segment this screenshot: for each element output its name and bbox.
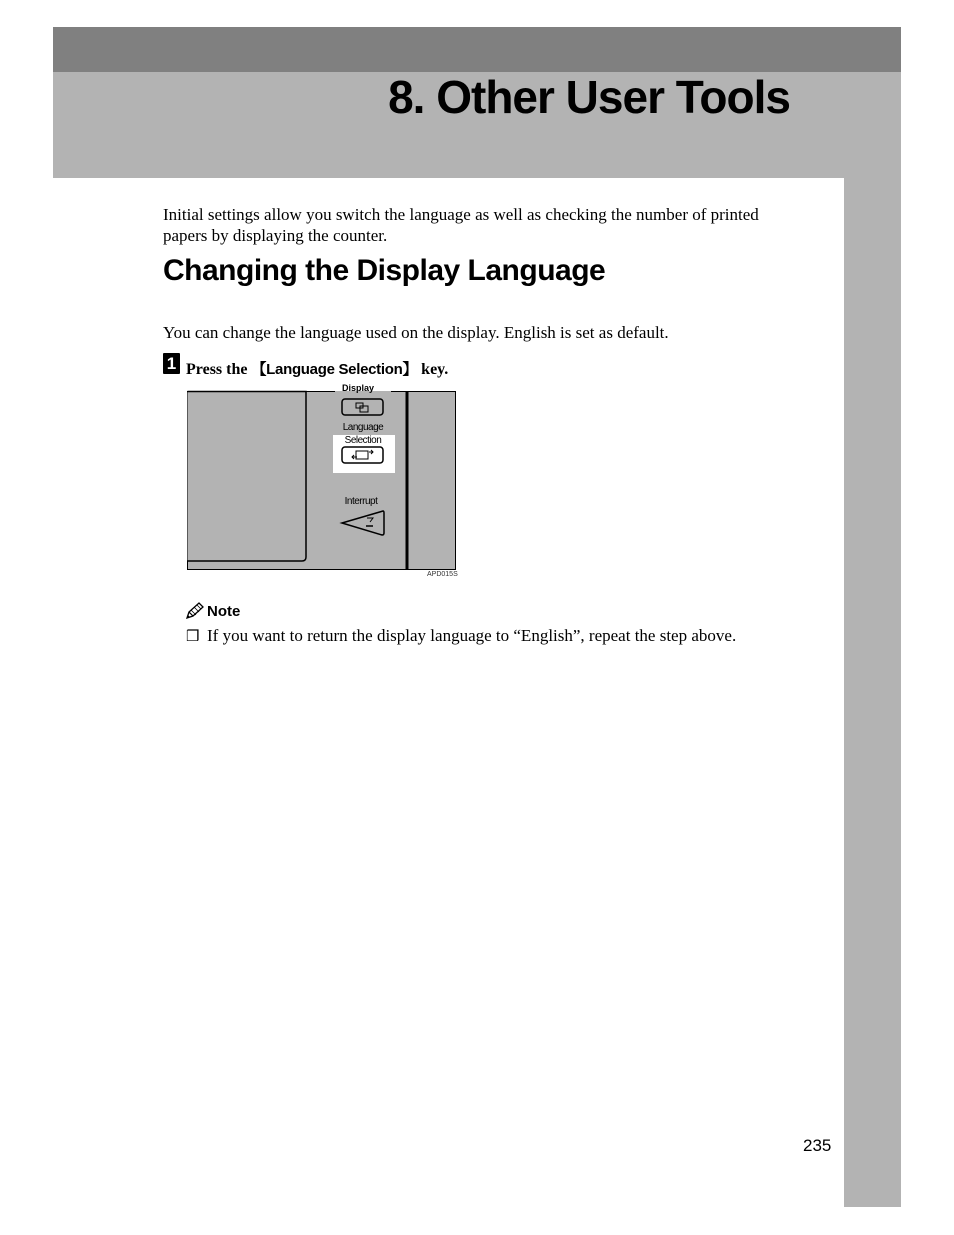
- note-title: Note: [207, 603, 241, 620]
- page-number: 235: [803, 1136, 832, 1155]
- language-key-label-2: Selection: [344, 435, 382, 446]
- display-key-label: Display: [341, 383, 375, 393]
- interrupt-key-label: Interrupt: [344, 496, 378, 507]
- chapter-title: 8. Other User Tools: [388, 71, 790, 123]
- step-prefix: Press the: [186, 361, 252, 378]
- section-paragraph: You can change the language used on the display. English is set as default.: [163, 323, 669, 342]
- step-instruction: [186, 358, 448, 379]
- side-margin-bar: [844, 178, 901, 1207]
- key-bracket-open: 【: [251, 361, 267, 378]
- illustration-caption: APD015S: [427, 571, 458, 578]
- step-suffix: key.: [417, 361, 449, 378]
- pencil-icon: [185, 602, 205, 620]
- language-selection-key-button: [342, 447, 383, 463]
- key-name: Language Selection: [266, 361, 403, 378]
- note-bullet-checkbox-icon: ❒: [186, 629, 200, 645]
- note-text: If you want to return the display language to “English”, repeat the step above.: [207, 626, 737, 645]
- language-key-label-1: Language: [342, 422, 384, 433]
- key-bracket-close: 】: [402, 361, 418, 378]
- intro-paragraph: Initial settings allow you switch the language as well as checking the number of printed papers by displaying the counter.: [163, 205, 759, 245]
- step-number-badge: 1: [163, 353, 180, 374]
- chapter-header-dark-band: [53, 27, 901, 72]
- control-panel-illustration: [187, 383, 457, 571]
- section-title: Changing the Display Language: [163, 254, 606, 287]
